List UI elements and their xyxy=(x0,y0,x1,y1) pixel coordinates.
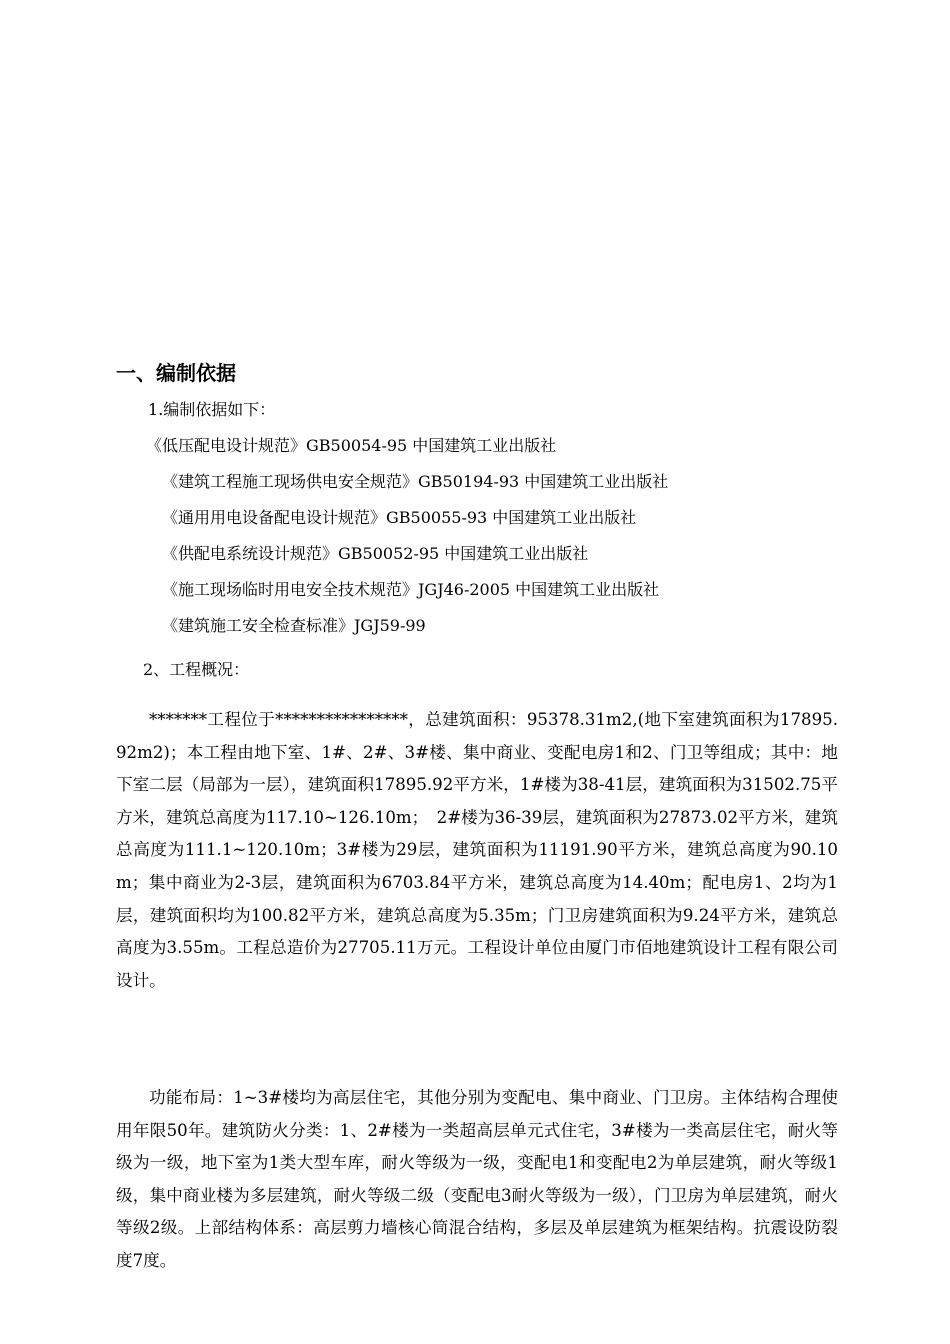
reference-item: 《通用用电设备配电设计规范》GB50055-93 中国建筑工业出版社 xyxy=(162,508,637,527)
reference-item: 《建筑工程施工现场供电安全规范》GB50194-93 中国建筑工业出版社 xyxy=(162,472,669,491)
section-heading: 一、编制依据 xyxy=(116,361,236,385)
reference-item: 《建筑施工安全检查标准》JGJ59-99 xyxy=(162,616,426,635)
functional-layout-paragraph: 功能布局：1~3#楼均为高层住宅，其他分别为变配电、集中商业、门卫房。主体结构合理使用年限50年。建筑防火分类：1、2#楼为一类超高层单元式住宅，3#楼为一类高层住宅，耐火等级为一级，地下室为1类大型车库，耐火等级为一级，变配电1和变配电2为单层建筑，耐火等级1级，集中商业楼为多层建筑，耐火等级二级（变配电3耐火等级为一级），门卫房为单层建筑，耐火等级2级。上部结构体系：高层剪力墙核心筒混合结构，多层及单层建筑为框架结构。抗震设防裂度7度。 xyxy=(116,1088,838,1270)
project-overview-paragraph: *******工程位于****************，总建筑面积：95378.31m2,(地下室建筑面积为17895.92m2)；本工程由地下室、1#、2#、3#楼、集中商业、变配电房1和2、门卫等组成；其中：地下室二层（局部为一层），建筑面积17895.92平方米，1#楼为38-41层，建筑面积为31502.75平方米，建筑总高度为117.10~126.10m； 2#楼为36-39层，建筑面积为27873.02平方米，建筑总高度为111.1~120.10m；3#楼为29层，建筑面积为11191.90平方米，建筑总高度为90.10m；集中商业为2-3层，建筑面积为6703.84平方米，建筑总高度为14.40m；配电房1、2均为1层，建筑面积均为100.82平方米，建筑总高度为5.35m；门卫房建筑面积为9.24平方米，建筑总高度为3.55m。工程总造价为27705.11万元。工程设计单位由厦门市佰地建筑设计工程有限公司设计。 xyxy=(116,710,838,990)
overview-subheading: 2、工程概况： xyxy=(143,660,250,679)
reference-item: 《供配电系统设计规范》GB50052-95 中国建筑工业出版社 xyxy=(162,544,589,563)
reference-item: 《施工现场临时用电安全技术规范》JGJ46-2005 中国建筑工业出版社 xyxy=(162,580,660,599)
reference-item: 《低压配电设计规范》GB50054-95 中国建筑工业出版社 xyxy=(146,436,557,455)
basis-subheading: 1.编制依据如下： xyxy=(148,400,276,419)
